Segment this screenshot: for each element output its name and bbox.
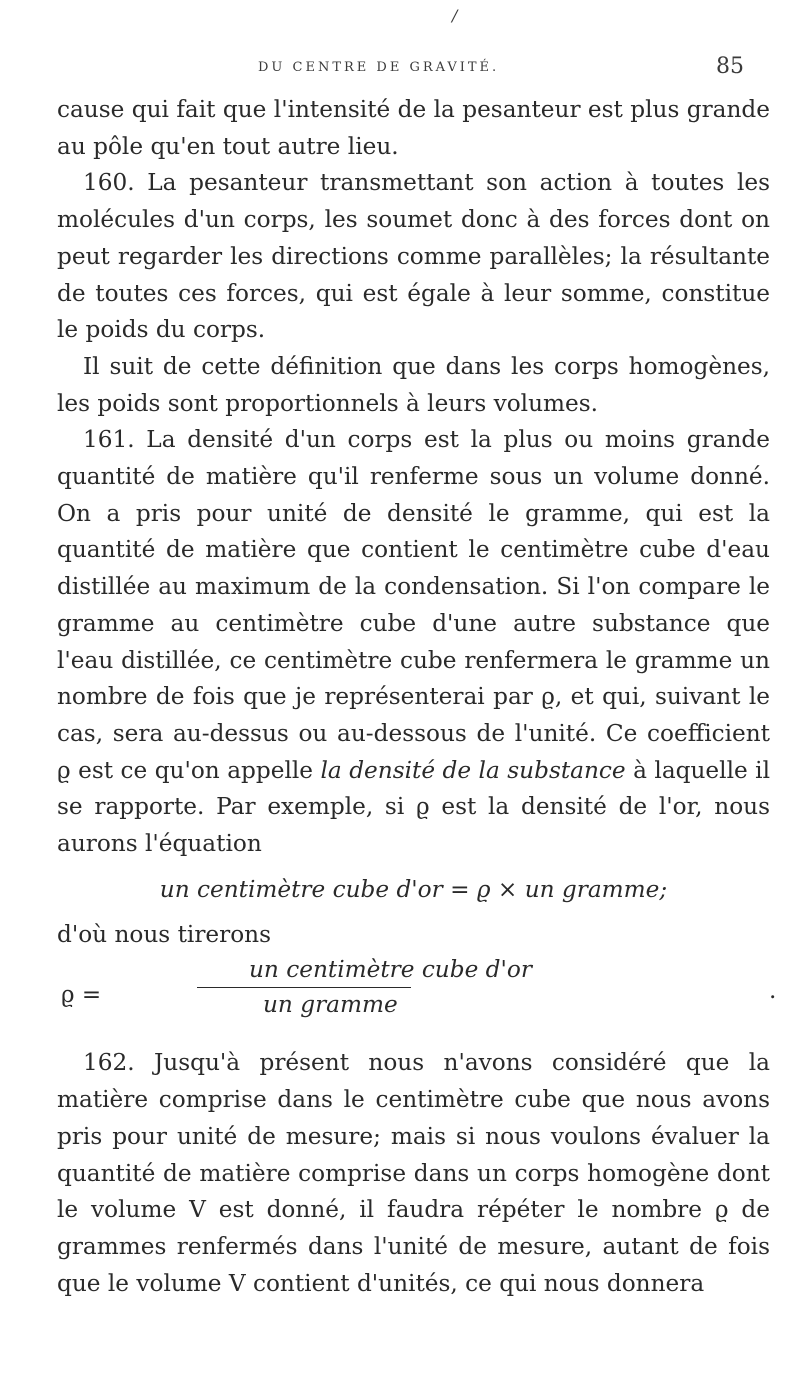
fraction-denominator: un gramme [263,991,398,1019]
paragraph-derive: d'où nous tirerons [57,920,271,948]
fraction-lhs: ϱ = [61,982,102,1009]
running-head: DU CENTRE DE GRAVITÉ. [258,60,500,75]
body-text [57,92,777,1302]
page-header [0,48,800,84]
paragraph-161-text-b: à laquelle il se rapporte. Par exemple, si ϱ est la densité de l'or, nous aurons l'équation [57,756,771,858]
paragraph-161-text-a: 161. La densité d'un corps est la plus ou moins grande quantité de matière qu'il renferme sous un volume donné. On a pris pour unité de densité le gramme, qui est la quantité de matière que contient le centimètre cube d'eau distillée au maximum de la condensation. Si l'on compare le gramme au centimètre cube d'une autre substance que l'eau distillée, ce centimètre cube renfermera le gramme un nombre de fois que je représenterai par ϱ, et qui, suivant le cas, sera au-dessus ou au-dessous de l'unité. Ce coefficient ϱ est ce qu'on appelle [57,426,770,784]
equation-gold: un centimètre cube d'or = ϱ × un gramme; [159,875,668,903]
density-fraction [57,953,777,1045]
page-number: 85 [716,54,744,79]
paragraph-continuation: cause qui fait que l'intensité de la pesanteur est plus grande au pôle qu'en tout autre lieu. [57,96,770,160]
fraction [99,953,532,1022]
paragraph-corollary: Il suit de cette définition que dans les corps homogènes, les poids sont proportionnels à leurs volumes. [57,352,770,417]
ink-mark: / [452,6,458,25]
fraction-numerator: un centimètre cube d'or [249,956,532,984]
paragraph-162: 162. Jusqu'à présent nous n'avons considéré que la matière comprise dans le centimètre cube que nous avons pris pour unité de mesure; mais si nous voulons évaluer la quantité de matière comprise dans un corps homogène dont le volume V est donné, il faudra répéter le nombre ϱ de grammes renfermés dans l'unité de mesure, autant de fois que le volume V contient d'unités, ce qui nous donnera [57,1049,770,1297]
paragraph-161 [57,422,770,862]
paragraph-160: 160. La pesanteur transmettant son action à toutes les molécules d'un corps, les soumet donc à des forces dont on peut regarder les directions comme parallèles; la résultante de toutes ces forces, qui est égale à leur somme, constitue le poids du corps. [57,169,770,344]
fraction-end: . [769,977,777,1005]
term-density: la densité de la substance [320,756,626,784]
